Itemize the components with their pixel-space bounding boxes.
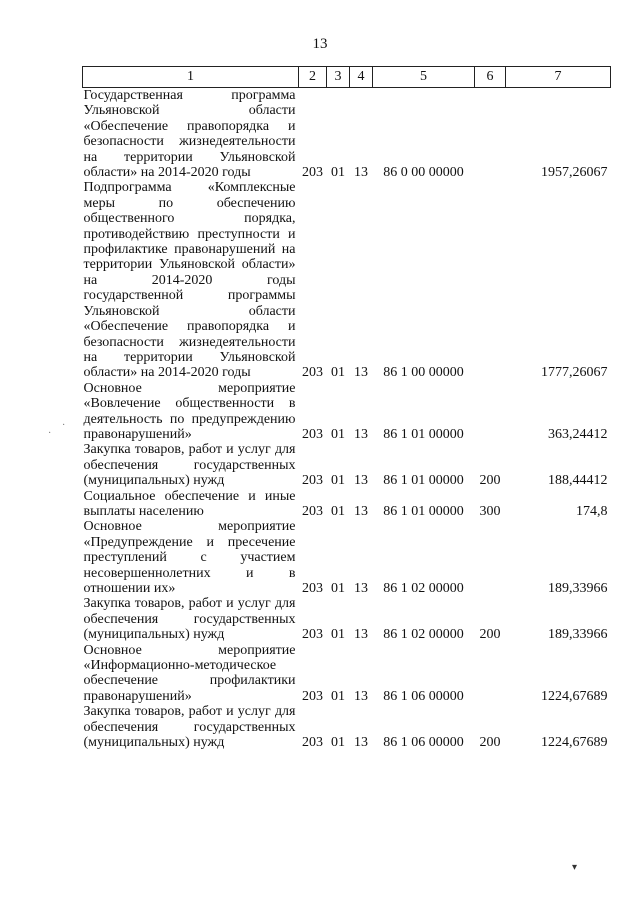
table-body: [83, 88, 611, 751]
row-name: Подпрограмма «Комплексные меры по обеспечению общественного порядка, противодействию преступности и профилактике правонарушений на территории Ульяновской области» на 2014-2020 годы государственной программы Ульяновской области «Обеспечение правопорядка и безопасности жизнедеятельности на территории Ульяновской области» на 2014-2020 годы: [83, 180, 296, 381]
row-col-3: 01: [331, 627, 345, 643]
row-col-5: 86 0 00 00000: [383, 165, 464, 181]
header-col-4: 4: [350, 67, 373, 88]
budget-table: [82, 66, 611, 750]
page-number: 13: [312, 36, 328, 52]
row-col-6: [475, 180, 506, 380]
row-col-5: 86 1 06 00000: [383, 688, 464, 704]
table-row: [83, 442, 611, 488]
row-col-4: 13: [354, 581, 368, 596]
row-amount: 1224,67689: [541, 688, 608, 704]
header-col-7: 7: [506, 67, 611, 88]
header-col-1: 1: [83, 67, 299, 88]
row-col-3: 01: [331, 503, 345, 519]
table-row: [83, 88, 611, 181]
row-name: Закупка товаров, работ и услуг для обеспечения государственных (муниципальных) нужд: [83, 442, 296, 489]
row-name: Социальное обеспечение и иные выплаты населению: [83, 488, 296, 519]
row-col-4: 13: [354, 365, 368, 381]
row-col-6: 200: [479, 627, 501, 643]
row-col-4: 13: [354, 688, 368, 704]
header-col-5: 5: [373, 67, 475, 88]
row-amount: 174,8: [576, 503, 608, 519]
row-col-2: 203: [302, 688, 323, 704]
table-row: [83, 704, 611, 750]
row-col-4: 13: [354, 426, 368, 442]
row-amount: 188,44412: [548, 473, 608, 489]
row-amount: 189,33966: [548, 627, 608, 643]
row-col-4: 13: [354, 165, 368, 181]
row-col-5: 86 1 01 00000: [383, 473, 464, 489]
header-col-3: 3: [327, 67, 350, 88]
row-col-2: 203: [302, 426, 323, 442]
row-name: Закупка товаров, работ и услуг для обеспечения государственных (муниципальных) нужд: [83, 704, 296, 751]
row-name: Основное мероприятие «Вовлечение общественности в деятельность по предупреждению правонарушений»: [83, 380, 296, 442]
row-col-4: 13: [354, 503, 368, 519]
scan-speck: ▾: [572, 862, 578, 873]
table-row: [83, 596, 611, 642]
row-col-6: 200: [479, 473, 501, 489]
row-col-3: 01: [331, 365, 345, 381]
row-col-6: [475, 381, 506, 443]
row-name: Основное мероприятие «Информационно-методическое обеспечение профилактики правонарушений»: [83, 642, 296, 704]
row-col-2: 203: [302, 735, 323, 751]
row-col-3: 01: [331, 581, 345, 596]
row-col-4: 13: [354, 735, 368, 751]
header-col-2: 2: [299, 67, 327, 88]
row-col-6: [475, 519, 506, 596]
header-col-6: 6: [475, 67, 506, 88]
table-row: [83, 489, 611, 520]
table-header: [83, 67, 611, 88]
scan-speck: ·: [62, 420, 66, 431]
row-amount: 1224,67689: [541, 735, 608, 751]
row-col-5: 86 1 00 00000: [383, 365, 464, 381]
row-col-5: 86 1 01 00000: [383, 503, 464, 519]
row-col-2: 203: [302, 627, 323, 643]
row-col-5: 86 1 02 00000: [383, 581, 464, 596]
row-col-4: 13: [354, 627, 368, 643]
row-amount: 189,33966: [548, 581, 608, 596]
row-amount: 1957,26067: [541, 165, 608, 181]
row-col-3: 01: [331, 426, 345, 442]
row-col-3: 01: [331, 688, 345, 704]
header-row: [83, 67, 611, 88]
row-col-6: 300: [479, 503, 501, 519]
row-name: Закупка товаров, работ и услуг для обеспечения государственных (муниципальных) нужд: [83, 596, 296, 643]
row-col-2: 203: [302, 473, 323, 489]
row-col-2: 203: [302, 581, 323, 596]
row-col-2: 203: [302, 165, 323, 181]
table-row: [83, 643, 611, 705]
row-col-5: 86 1 02 00000: [383, 627, 464, 643]
table-row: [83, 381, 611, 443]
row-name: Государственная программа Ульяновской области «Обеспечение правопорядка и безопасности жизнедеятельности на территории Ульяновской области» на 2014-2020 годы: [83, 88, 296, 181]
row-col-6: 200: [479, 735, 501, 751]
table-row: [83, 519, 611, 596]
row-col-3: 01: [331, 473, 345, 489]
row-name: Основное мероприятие «Предупреждение и пресечение преступлений с участием несовершеннолетних и в отношении их»: [83, 519, 296, 596]
row-col-3: 01: [331, 735, 345, 751]
row-col-2: 203: [302, 503, 323, 519]
row-amount: 363,24412: [548, 426, 608, 442]
scan-speck: ·: [48, 428, 52, 439]
row-col-4: 13: [354, 473, 368, 489]
table-row: [83, 180, 611, 380]
row-col-6: [475, 88, 506, 181]
row-col-6: [475, 643, 506, 705]
row-col-5: 86 1 06 00000: [383, 735, 464, 751]
row-col-5: 86 1 01 00000: [383, 426, 464, 442]
row-col-3: 01: [331, 165, 345, 181]
row-amount: 1777,26067: [541, 365, 608, 381]
row-col-2: 203: [302, 365, 323, 381]
